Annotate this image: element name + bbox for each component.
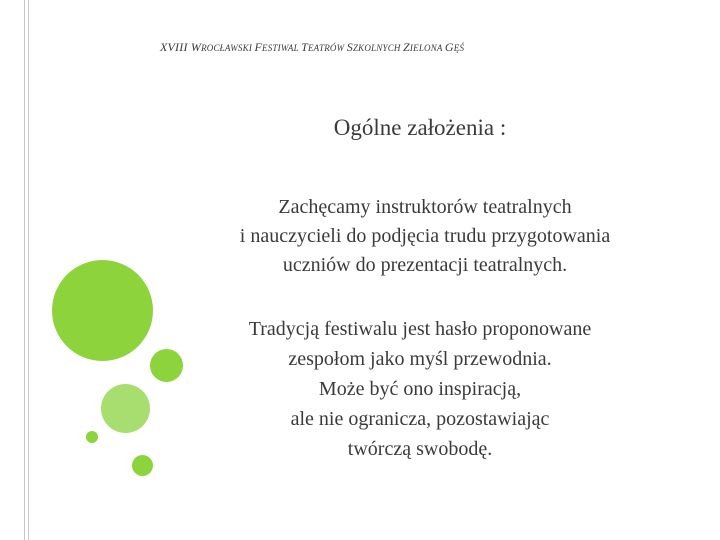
decorative-circle-medium-light	[101, 384, 150, 433]
decorative-circle-small-2	[132, 455, 153, 476]
paragraph-intro	[160, 193, 690, 280]
paragraph-line: Tradycją festiwalu jest hasło proponowane	[248, 318, 592, 340]
paragraph-line: Zachęcamy instruktorów teatralnych	[278, 196, 572, 218]
paragraph-line: uczniów do prezentacji teatralnych.	[282, 254, 568, 276]
header-rest: ĘŚ	[453, 43, 465, 53]
slide-header	[160, 40, 660, 55]
header-cap: W	[190, 40, 202, 54]
paragraph-line: i nauczycieli do podjęcia trudu przygotowania	[239, 225, 611, 247]
paragraph-tradition	[160, 314, 680, 464]
header-rest: EATRÓW	[307, 43, 347, 53]
left-border-line	[24, 0, 25, 540]
header-cap: S	[346, 40, 353, 54]
header-cap: G	[444, 40, 454, 54]
header-rest: ROCŁAWSKI	[201, 43, 255, 53]
header-rest: IELONA	[409, 43, 445, 53]
paragraph-line: twórczą swobodę.	[347, 438, 493, 460]
header-rest: ZKOLNYCH	[352, 43, 404, 53]
header-cap: F	[254, 40, 263, 54]
header-cap: XVIII	[160, 40, 191, 54]
left-border-line-inner	[28, 0, 29, 540]
header-cap: T	[301, 40, 308, 54]
paragraph-line: zespołom jako myśl przewodnia.	[288, 348, 552, 370]
paragraph-line: ale nie ogranicza, pozostawiając	[290, 408, 550, 430]
header-rest: ESTIWAL	[262, 43, 302, 53]
header-cap: Z	[403, 40, 410, 54]
paragraph-line: Może być ono inspiracją,	[318, 378, 522, 400]
decorative-circle-small	[86, 431, 98, 443]
slide-title: Ogólne założenia :	[333, 115, 507, 140]
decorative-circle-large	[52, 260, 153, 361]
